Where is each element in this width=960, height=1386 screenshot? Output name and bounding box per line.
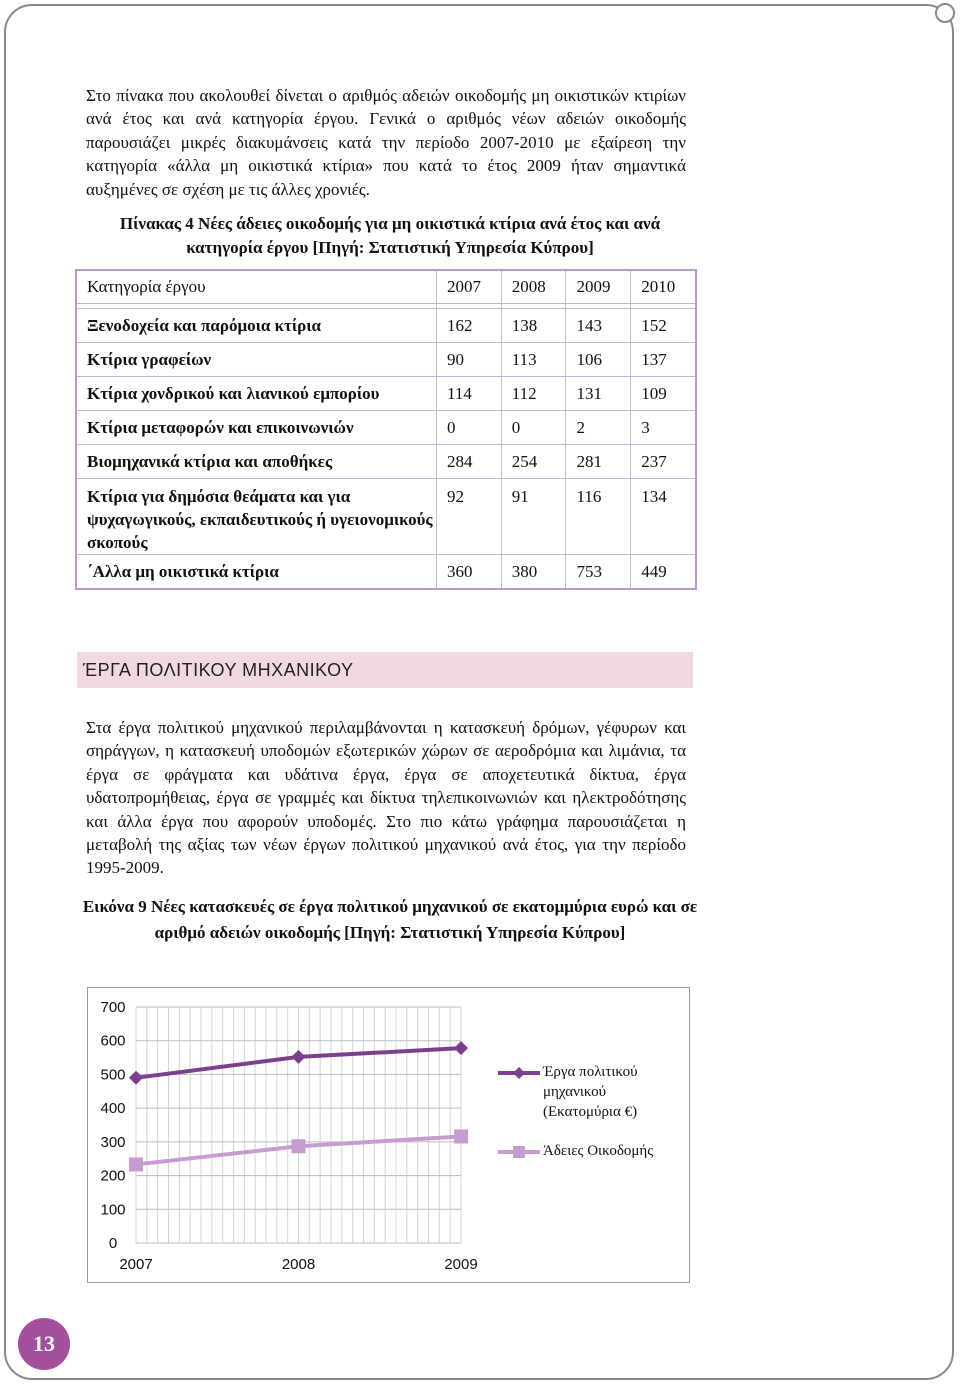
y-tick-label: 200 — [100, 1167, 126, 1185]
row-category: ΄Αλλα μη οικιστικά κτίρια — [76, 555, 437, 590]
legend-label: Έργα πολιτικού — [543, 1064, 638, 1080]
header-2010: 2010 — [631, 270, 696, 304]
legend-label: Άδειες Οικοδομής — [543, 1143, 654, 1159]
data-point — [454, 1129, 468, 1143]
cell-value: 106 — [566, 343, 631, 377]
y-tick-label: 500 — [100, 1066, 126, 1084]
x-tick-label: 2007 — [119, 1256, 153, 1273]
y-tick-label: 300 — [100, 1133, 126, 1151]
table-row — [76, 555, 696, 590]
cell-value: 112 — [501, 377, 566, 411]
cell-value: 137 — [631, 343, 696, 377]
cell-value: 91 — [501, 479, 566, 555]
chart-container — [87, 987, 690, 1283]
cell-value: 360 — [437, 555, 502, 590]
permits-table — [75, 269, 697, 590]
cell-value: 131 — [566, 377, 631, 411]
data-point — [129, 1157, 143, 1171]
cell-value: 753 — [566, 555, 631, 590]
y-tick-label: 0 — [108, 1235, 118, 1252]
legend-marker — [513, 1067, 525, 1079]
cell-value: 113 — [501, 343, 566, 377]
header-category: Κατηγορία έργου — [76, 270, 437, 304]
y-tick-label: 400 — [100, 1100, 126, 1118]
cell-value: 114 — [437, 377, 502, 411]
row-category: Κτίρια χονδρικού και λιανικού εμπορίου — [76, 377, 437, 411]
table-row — [76, 479, 696, 555]
cell-value: 90 — [437, 343, 502, 377]
data-point — [292, 1139, 306, 1153]
y-tick-label: 600 — [100, 1032, 126, 1050]
row-category: Κτίρια για δημόσια θεάματα και για ψυχαγωγικούς, εκπαιδευτικούς ή υγειονομικούς σκοπούς — [76, 479, 437, 555]
data-point — [129, 1071, 143, 1085]
corner-marker — [935, 3, 955, 23]
table-header-row — [76, 270, 696, 304]
table-row — [76, 377, 696, 411]
y-tick-label: 700 — [100, 999, 126, 1016]
table-row — [76, 411, 696, 445]
data-point — [454, 1041, 468, 1055]
legend-label: (Εκατομύρια €) — [543, 1104, 638, 1120]
table-row — [76, 445, 696, 479]
section-paragraph: Στα έργα πολιτικού μηχανικού περιλαμβάνονται η κατασκευή δρόμων, γέφυρων και σηράγγων, η κατασκευή υποδομών εξωτερικών χώρων σε αεροδρόμια και λιμάνια, τα έργα σε φράγματα και υδάτινα έργα, έργα σε αποχετευτικά δίκτυα, έργα υδατοπρομήθειας, έργα σε γραμμές και δίκτυα τηλεπικοινωνιών και ηλεκτροδότησης και άλλα έργα που αφορούν υποδομές. Στο πιο κάτω γράφημα παρουσιάζεται η μεταβολή της αξίας των νέων έργων πολιτικού μηχανικού ανά έτος, για την περίοδο 1995-2009. — [86, 718, 686, 878]
cell-value: 237 — [631, 445, 696, 479]
header-2007: 2007 — [437, 270, 502, 304]
table-row — [76, 343, 696, 377]
x-tick-label: 2008 — [281, 1256, 316, 1273]
legend-label: μηχανικού — [543, 1084, 607, 1100]
intro-paragraph: Στο πίνακα που ακολουθεί δίνεται ο αριθμός αδειών οικοδομής μη οικιστικών κτιρίων ανά έτος και ανά κατηγορία έργου. Γενικά ο αριθμός νέων αδειών οικοδομής παρουσιάζει μικρές διακυμάνσεις κατά την περίοδο 2007-2010 με εξαίρεση την κατηγορία «άλλα μη οικιστικά κτίρια» που κατά το έτος 2009 ήταν σημαντικά αυξημένες σε σχέση με τις άλλες χρονιές. — [86, 86, 686, 199]
cell-value: 152 — [631, 309, 696, 343]
cell-value: 0 — [437, 411, 502, 445]
row-category: Βιομηχανικά κτίρια και αποθήκες — [76, 445, 437, 479]
cell-value: 2 — [566, 411, 631, 445]
row-category: Κτίρια γραφείων — [76, 343, 437, 377]
cell-value: 134 — [631, 479, 696, 555]
cell-value: 449 — [631, 555, 696, 590]
cell-value: 162 — [437, 309, 502, 343]
table-caption: Πίνακας 4 Νέες άδειες οικοδομής για μη οικιστικά κτίρια ανά έτος και ανά κατηγορία έργου [Πηγή: Στατιστική Υπηρεσία Κύπρου] — [119, 214, 661, 257]
page-number-badge: 13 — [18, 1318, 70, 1370]
cell-value: 380 — [501, 555, 566, 590]
cell-value: 138 — [501, 309, 566, 343]
header-2009: 2009 — [566, 270, 631, 304]
cell-value: 92 — [437, 479, 502, 555]
cell-value: 0 — [501, 411, 566, 445]
cell-value: 284 — [437, 445, 502, 479]
cell-value: 3 — [631, 411, 696, 445]
cell-value: 281 — [566, 445, 631, 479]
cell-value: 109 — [631, 377, 696, 411]
line-chart — [88, 988, 689, 1282]
table-row — [76, 309, 696, 343]
figure-caption: Εικόνα 9 Νέες κατασκευές σε έργα πολιτικού μηχανικού σε εκατομμύρια ευρώ και σε αριθμό αδειών οικοδομής [Πηγή: Στατιστική Υπηρεσία Κύπρου] — [82, 897, 698, 942]
row-category: Κτίρια μεταφορών και επικοινωνιών — [76, 411, 437, 445]
data-point — [292, 1050, 306, 1064]
cell-value: 116 — [566, 479, 631, 555]
legend-marker — [513, 1146, 525, 1158]
cell-value: 254 — [501, 445, 566, 479]
header-2008: 2008 — [501, 270, 566, 304]
cell-value: 143 — [566, 309, 631, 343]
row-category: Ξενοδοχεία και παρόμοια κτίρια — [76, 309, 437, 343]
y-tick-label: 100 — [100, 1201, 126, 1219]
section-heading: ΈΡΓΑ ΠΟΛΙΤΙΚΟΥ ΜΗΧΑΝΙΚΟΥ — [77, 652, 693, 688]
x-tick-label: 2009 — [444, 1256, 478, 1273]
